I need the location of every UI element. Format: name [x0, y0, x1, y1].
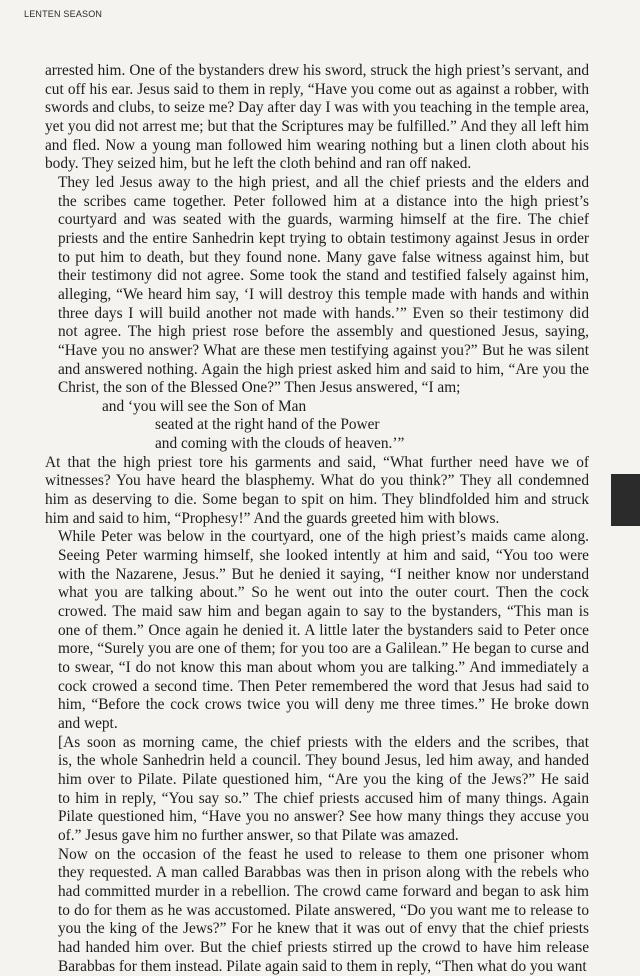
text-line: and wept.	[45, 715, 589, 734]
paragraph-arrest	[45, 62, 589, 174]
text-line: him over to Pilate. Pilate questioned him, “Are you the king of the Jews?” He said	[45, 771, 589, 790]
text-line: him as deserving to die. Some began to spit on him. They blindfolded him and struck	[45, 491, 589, 510]
text-line: At that the high priest tore his garments and said, “What further need have we of	[45, 454, 589, 473]
text-line: of.” Jesus gave him no further answer, so that Pilate was amazed.	[45, 827, 589, 846]
text-line: cut off his ear. Jesus said to them in reply, “Have you come out as against a robber, with	[45, 81, 589, 100]
text-line: to do for them as he was accustomed. Pilate answered, “Do you want me to release to	[45, 902, 589, 921]
text-line: what you are talking about.” So he went out into the outer court. Then the cock	[45, 584, 589, 603]
running-head: LENTEN SEASON	[24, 9, 102, 19]
section-thumb-tab	[611, 474, 640, 526]
text-line: one of them.” Once again he denied it. A little later the bystanders said to Peter once	[45, 622, 589, 641]
text-line: Now on the occasion of the feast he used to release to them one prisoner whom	[45, 846, 589, 865]
body-text	[45, 62, 589, 976]
verse-line: and ‘you will see the Son of Man	[45, 398, 589, 417]
text-line: more, “Surely you are one of them; for you too are a Galilean.” He began to curse and	[45, 640, 589, 659]
text-line: cock crowed a second time. Then Peter remembered the word that Jesus had said to	[45, 678, 589, 697]
text-line: alleging, “We heard him say, ‘I will destroy this temple made with hands and within	[45, 286, 589, 305]
text-line: is, the whole Sanhedrin held a council. They bound Jesus, led him away, and handed	[45, 752, 589, 771]
text-line: crowed. The maid saw him and began again to say to the bystanders, “This man is	[45, 603, 589, 622]
text-line: “Have you no answer? What are these men testifying against you?” But he was silent	[45, 342, 589, 361]
paragraph-before-pilate	[45, 734, 589, 846]
text-line: to swear, “I do not know this man about whom you are talking.” And immediately a	[45, 659, 589, 678]
text-line: their testimony did not agree. Some took the stand and testified falsely against him,	[45, 267, 589, 286]
text-line: swords and clubs, to seize me? Day after day I was with you teaching in the temple area,	[45, 99, 589, 118]
text-line: They led Jesus away to the high priest, and all the chief priests and the elders and	[45, 174, 589, 193]
text-line: witnesses? You have heard the blasphemy. What do you think?” They all condemned	[45, 472, 589, 491]
text-line: you the king of the Jews?” For he knew that it was out of envy that the chief priests	[45, 920, 589, 939]
text-line: to him in reply, “You say so.” The chief priests accused him of many things. Again	[45, 790, 589, 809]
text-line: to put him to death, but they found none. Many gave false witness against him, but	[45, 249, 589, 268]
verse-line: seated at the right hand of the Power	[45, 416, 589, 435]
paragraph-barabbas	[45, 846, 589, 976]
text-line: yet you did not arrest me; but that the Scriptures may be fulfilled.” And they all left him	[45, 118, 589, 137]
text-line: the scribes came together. Peter followed him at a distance into the high priest’s	[45, 193, 589, 212]
text-line: Barabbas for them instead. Pilate again said to them in reply, “Then what do you want	[45, 958, 589, 976]
paragraph-sanhedrin-trial	[45, 174, 589, 398]
text-line: three days I will build another not made with hands.’” Even so their testimony did	[45, 305, 589, 324]
scripture-quotation	[45, 398, 589, 454]
verse-line: and coming with the clouds of heaven.’”	[45, 435, 589, 454]
text-line: had committed murder in a rebellion. The crowd came forward and began to ask him	[45, 883, 589, 902]
text-line: him, “Before the cock crows twice you will deny me three times.” He broke down	[45, 696, 589, 715]
text-line: Christ, the son of the Blessed One?” Then Jesus answered, “I am;	[45, 379, 589, 398]
text-line: with the Nazarene, Jesus.” But he denied it saying, “I neither know nor understand	[45, 566, 589, 585]
text-line: and fled. Now a young man followed him wearing nothing but a linen cloth about his	[45, 137, 589, 156]
paragraph-peter-denial	[45, 528, 589, 733]
text-line: courtyard and was seated with the guards, warming himself at the fire. The chief	[45, 211, 589, 230]
paragraph-condemnation	[45, 454, 589, 529]
text-line: [As soon as morning came, the chief priests with the elders and the scribes, that	[45, 734, 589, 753]
text-line: and answered nothing. Again the high priest asked him and said to him, “Are you the	[45, 361, 589, 380]
text-line: had handed him over. But the chief priests stirred up the crowd to have him release	[45, 939, 589, 958]
text-line: While Peter was below in the courtyard, one of the high priest’s maids came along.	[45, 528, 589, 547]
text-line: not agree. The high priest rose before the assembly and questioned Jesus, saying,	[45, 323, 589, 342]
text-line: Pilate questioned him, “Have you no answer? See how many things they accuse you	[45, 808, 589, 827]
text-line: arrested him. One of the bystanders drew his sword, struck the high priest’s servant, and	[45, 62, 589, 81]
text-line: him and said to him, “Prophesy!” And the guards greeted him with blows.	[45, 510, 589, 529]
text-line: priests and the entire Sanhedrin kept trying to obtain testimony against Jesus in order	[45, 230, 589, 249]
text-line: Seeing Peter warming himself, she looked intently at him and said, “You too were	[45, 547, 589, 566]
text-line: body. They seized him, but he left the cloth behind and ran off naked.	[45, 155, 589, 174]
text-line: they requested. A man called Barabbas was then in prison along with the rebels who	[45, 864, 589, 883]
